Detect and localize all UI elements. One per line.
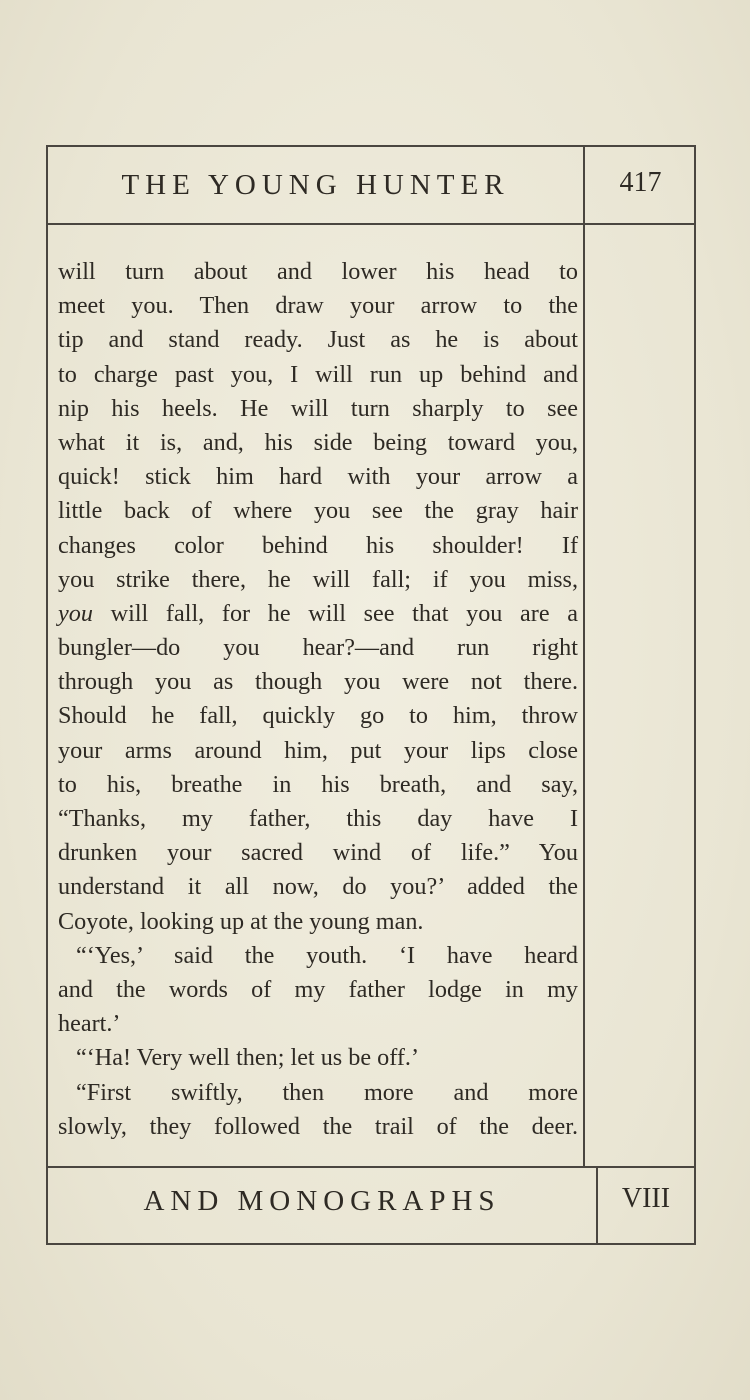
text-line <box>58 597 578 631</box>
text-line: Should he fall, quickly go to him, throw <box>58 702 578 730</box>
text-line: heart.’ <box>58 1010 121 1038</box>
text-line: nip his heels. He will turn sharply to see <box>58 394 578 422</box>
text-line: “‘Ha! Very well then; let us be off.’ <box>76 1044 419 1072</box>
text-line: you strike there, he will fall; if you miss, <box>58 565 578 593</box>
text-line: and the words of my father lodge in my <box>58 975 578 1003</box>
text-line: through you as though you were not there. <box>58 668 578 696</box>
footer-rule <box>48 1166 694 1168</box>
text-line: changes color behind his shoulder! If <box>58 531 578 559</box>
text-line: to his, breathe in his breath, and say, <box>58 770 578 798</box>
text-line: meet you. Then draw your arrow to the <box>58 292 578 320</box>
text-line: little back of where you see the gray hair <box>58 497 578 525</box>
text-line: drunken your sacred wind of life.” You <box>58 839 578 867</box>
text-line: slowly, they followed the trail of the deer. <box>58 1112 578 1140</box>
text-line: understand it all now, do you?’ added the <box>58 873 578 901</box>
text-line: tip and stand ready. Just as he is about <box>58 326 578 354</box>
text-line: your arms around him, put your lips close <box>58 736 578 764</box>
text-line: what it is, and, his side being toward you, <box>58 428 578 456</box>
text-line: Coyote, looking up at the young man. <box>58 907 424 935</box>
text-line: will turn about and lower his head to <box>58 258 578 285</box>
text-line: “‘Yes,’ said the youth. ‘I have heard <box>76 941 578 969</box>
text-line: to charge past you, I will run up behind and <box>58 360 578 388</box>
footer-title: AND MONOGRAPHS <box>143 1185 501 1217</box>
margin-rule <box>583 223 585 1168</box>
text-line: “Thanks, my father, this day have I <box>58 805 578 832</box>
volume-number: VIII <box>621 1183 671 1214</box>
body-text <box>58 255 578 1144</box>
running-title: THE YOUNG HUNTER <box>121 169 510 201</box>
header-rule <box>48 223 694 225</box>
text-line: bungler—do you hear?—and run right <box>58 634 578 662</box>
page-frame <box>46 145 696 1245</box>
text-line: quick! stick him hard with your arrow a <box>58 463 578 491</box>
text-line: “First swiftly, then more and more <box>76 1078 578 1106</box>
text-line-rest: will fall, for he will see that you are a <box>110 599 579 627</box>
emphasized-word: you <box>58 599 93 627</box>
page-number: 417 <box>619 167 662 198</box>
